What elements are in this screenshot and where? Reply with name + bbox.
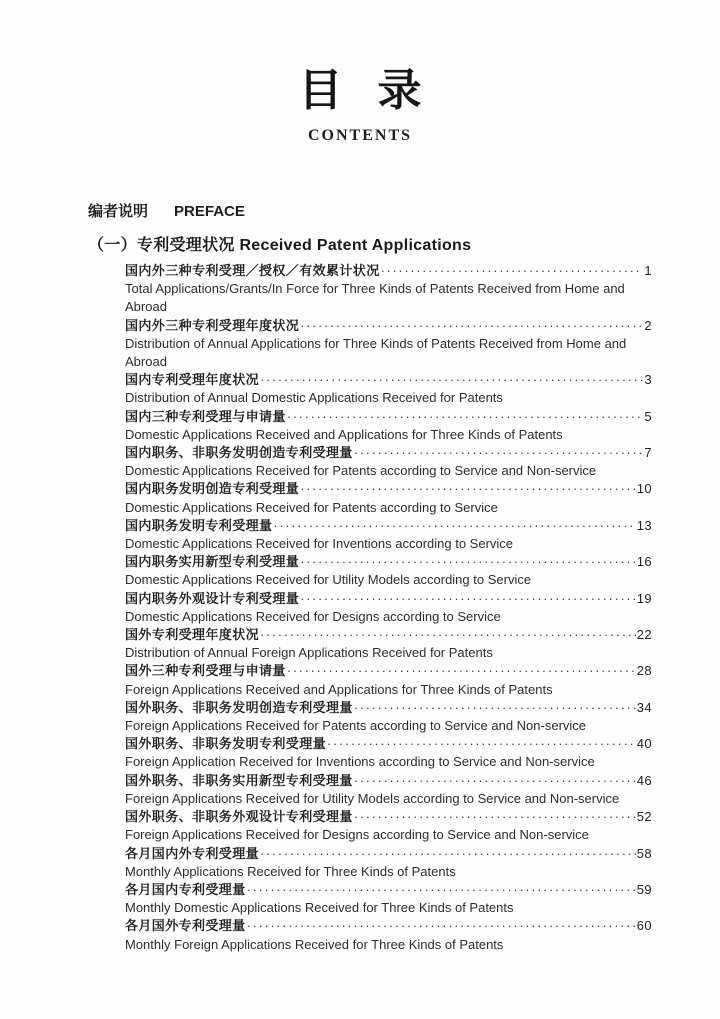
dot-leader — [287, 662, 636, 680]
dot-leader — [300, 317, 643, 335]
toc-entry — [125, 371, 652, 407]
toc-entry — [125, 772, 652, 808]
toc-entry — [125, 808, 652, 844]
toc-entry-title-en: Domestic Applications Received and Applications for Three Kinds of Patents — [125, 426, 563, 442]
toc-entry — [125, 881, 652, 917]
dot-leader — [354, 772, 636, 790]
toc-entry-line-zh — [125, 772, 652, 790]
dot-leader — [247, 881, 636, 899]
toc-entry-line-zh — [125, 699, 652, 717]
toc-entry-page-number: 59 — [636, 881, 652, 897]
toc-entry-page-number: 3 — [644, 372, 652, 388]
toc-entry — [125, 735, 652, 771]
preface-row — [88, 203, 720, 221]
toc-entry-title-en: Foreign Applications Received for Patents according to Service and Non-service — [125, 718, 587, 734]
toc-entry — [125, 626, 652, 662]
toc-entry-page-number: 16 — [636, 554, 652, 570]
toc-entry-page-number: 52 — [636, 809, 652, 825]
toc-entry-line-zh — [125, 917, 652, 935]
toc-entry — [125, 553, 652, 589]
toc-entry-title-en: Total Applications/Grants/In Force for Three Kinds of Patents Received from Home and Abroad — [125, 281, 625, 315]
toc-entry-title-en: Domestic Applications Received for Utility Models according to Service — [125, 572, 532, 588]
toc-entry-page-number: 58 — [636, 845, 652, 861]
toc-entry-title-zh: 国外三种专利受理与申请量 — [125, 663, 286, 679]
dot-leader — [260, 626, 636, 644]
dot-leader — [247, 917, 636, 935]
toc-entry — [125, 662, 652, 698]
toc-entry-page-number: 13 — [636, 517, 652, 533]
toc-entry-title-en: Monthly Foreign Applications Received for Three Kinds of Patents — [125, 936, 504, 952]
toc-entry-line-zh — [125, 480, 652, 498]
toc-entry — [125, 262, 652, 317]
dot-leader — [354, 808, 636, 826]
toc-entry-page-number: 22 — [636, 627, 652, 643]
toc-entry-title-zh: 国内三种专利受理与申请量 — [125, 408, 286, 424]
toc-entry-page-number: 19 — [636, 590, 652, 606]
toc-entry-title-zh: 国外职务、非职务发明专利受理量 — [125, 736, 327, 752]
toc-entry-title-zh: 国外专利受理年度状况 — [125, 627, 260, 643]
toc-entry-title-zh: 国内职务外观设计专利受理量 — [125, 590, 300, 606]
toc-entry-title-zh: 国内职务、非职务发明创造专利受理量 — [125, 445, 353, 461]
toc-entry-line-zh — [125, 662, 652, 680]
toc-entry-page-number: 10 — [636, 481, 652, 497]
toc-entry — [125, 317, 652, 372]
toc-entry-line-zh — [125, 881, 652, 899]
toc-entry-page-number: 28 — [636, 663, 652, 679]
toc-entry — [125, 408, 652, 444]
toc-entry-page-number: 34 — [636, 699, 652, 715]
toc-entry-page-number: 60 — [636, 918, 652, 934]
toc-entry-title-en: Domestic Applications Received for Patents according to Service and Non-service — [125, 463, 597, 479]
toc-entry-page-number: 40 — [636, 736, 652, 752]
toc-entry-page-number: 46 — [636, 772, 652, 788]
toc-entry-title-zh: 国内职务发明创造专利受理量 — [125, 481, 300, 497]
toc-entry-title-en: Domestic Applications Received for Designs according to Service — [125, 608, 501, 624]
toc-entry — [125, 590, 652, 626]
toc-entry-title-zh: 国外职务、非职务实用新型专利受理量 — [125, 772, 353, 788]
toc-entry-line-zh — [125, 517, 652, 535]
toc-entry-title-en: Foreign Applications Received and Applications for Three Kinds of Patents — [125, 681, 553, 697]
toc-entry-title-en: Distribution of Annual Foreign Applications Received for Patents — [125, 645, 493, 661]
section-heading: （一）专利受理状况 Received Patent Applications — [88, 237, 472, 254]
toc-entry-line-zh — [125, 808, 652, 826]
dot-leader — [327, 735, 636, 753]
toc-entry-title-en: Foreign Applications Received for Designs according to Service and Non-service — [125, 827, 589, 843]
dot-leader — [381, 262, 644, 280]
preface-label-zh: 编者说明 — [88, 203, 149, 220]
toc-entry-title-zh: 各月国内外专利受理量 — [125, 845, 260, 861]
toc-entry-line-zh — [125, 371, 652, 389]
toc-entry-title-zh: 国外职务、非职务发明创造专利受理量 — [125, 699, 353, 715]
toc-entry-title-zh: 国内职务发明专利受理量 — [125, 517, 273, 533]
toc-entry-page-number: 7 — [644, 445, 652, 461]
toc-entry-title-en: Distribution of Annual Applications for Three Kinds of Patents Received from Home and Abroad — [125, 335, 627, 370]
toc-entry-line-zh — [125, 408, 652, 426]
toc-entry-title-zh: 国内外三种专利受理／授权／有效累计状况 — [125, 263, 380, 278]
toc-entry-page-number: 2 — [644, 317, 652, 333]
toc-entry-page-number: 1 — [644, 263, 652, 278]
dot-leader — [354, 699, 636, 717]
toc-entry-title-en: Domestic Applications Received for Inventions according to Service — [125, 536, 514, 552]
toc-entry-line-zh — [125, 444, 652, 462]
toc-entry-title-en: Foreign Applications Received for Utility Models according to Service and Non-service — [125, 790, 620, 806]
toc-entry — [125, 444, 652, 480]
page-title: 目 录 — [298, 66, 434, 115]
dot-leader — [300, 480, 636, 498]
toc-entry-line-zh — [125, 590, 652, 608]
toc-entry-title-zh: 国外职务、非职务外观设计专利受理量 — [125, 809, 353, 825]
toc-entry — [125, 917, 652, 953]
toc-entry-title-zh: 国内外三种专利受理年度状况 — [125, 317, 300, 333]
toc-entry — [125, 517, 652, 553]
page-subtitle: CONTENTS — [307, 127, 413, 144]
toc-entry-title-zh: 各月国内专利受理量 — [125, 881, 246, 897]
toc-entry-title-en: Monthly Applications Received for Three Kinds of Patents — [125, 863, 456, 879]
toc-list — [125, 262, 652, 954]
toc-entry-title-zh: 各月国外专利受理量 — [125, 918, 246, 934]
dot-leader — [273, 517, 635, 535]
toc-entry-title-en: Monthly Domestic Applications Received for Three Kinds of Patents — [125, 900, 514, 916]
toc-entry-line-zh — [125, 262, 652, 280]
preface-label-en: PREFACE — [174, 203, 245, 220]
toc-entry-title-zh: 国内职务实用新型专利受理量 — [125, 554, 300, 570]
toc-entry-line-zh — [125, 735, 652, 753]
dot-leader — [354, 444, 644, 462]
toc-entry-title-en: Domestic Applications Received for Patents according to Service — [125, 499, 498, 515]
toc-entry — [125, 480, 652, 516]
dot-leader — [260, 845, 636, 863]
dot-leader — [260, 371, 643, 389]
dot-leader — [300, 553, 636, 571]
toc-entry-line-zh — [125, 553, 652, 571]
dot-leader — [300, 590, 636, 608]
dot-leader — [287, 408, 644, 426]
toc-entry-page-number: 5 — [644, 408, 652, 424]
toc-entry-title-en: Foreign Application Received for Inventions according to Service and Non-service — [125, 754, 595, 770]
toc-entry — [125, 699, 652, 735]
toc-entry-line-zh — [125, 626, 652, 644]
toc-entry — [125, 845, 652, 881]
toc-entry-title-en: Distribution of Annual Domestic Applications Received for Patents — [125, 390, 503, 406]
toc-entry-line-zh — [125, 845, 652, 863]
toc-entry-line-zh — [125, 317, 652, 335]
toc-entry-title-zh: 国内专利受理年度状况 — [125, 372, 260, 388]
